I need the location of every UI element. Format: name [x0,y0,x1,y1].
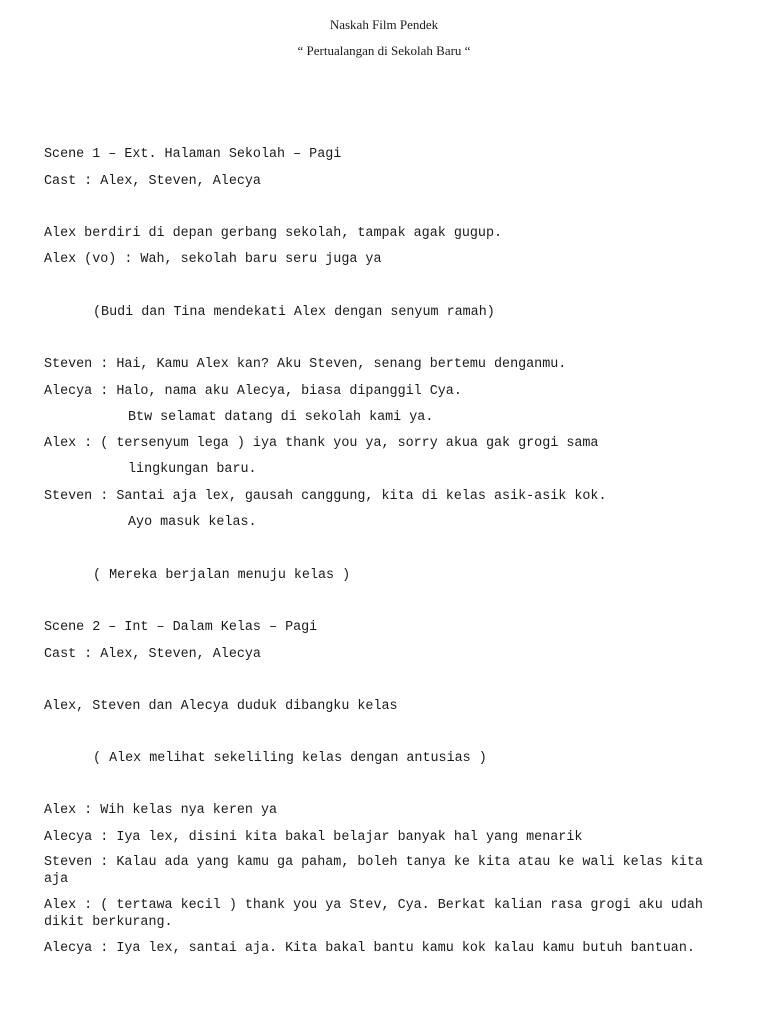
scene-2-heading: Scene 2 – Int – Dalam Kelas – Pagi [44,620,318,635]
scene-2-dialogue-alecya-2: Alecya : Iya lex, santai aja. Kita bakal bantu kamu kok kalau kamu butuh bantuan. [44,941,695,956]
scene-1-action: Alex berdiri di depan gerbang sekolah, tampak agak gugup. [44,226,503,241]
scene-1-parenthetical-2: ( Mereka berjalan menuju kelas ) [93,568,351,583]
scene-1-dialogue-alecya-1-continued: Btw selamat datang di sekolah kami ya. [128,410,434,425]
scene-2-cast: Cast : Alex, Steven, Alecya [44,647,261,662]
scene-1-cast: Cast : Alex, Steven, Alecya [44,174,261,189]
scene-2-action: Alex, Steven dan Alecya duduk dibangku kelas [44,699,398,714]
scene-2-dialogue-steven-1: Steven : Kalau ada yang kamu ga paham, boleh tanya ke kita atau ke wali kelas kita aja [44,855,711,887]
scene-2-dialogue-alex-2: Alex : ( tertawa kecil ) thank you ya Stev, Cya. Berkat kalian rasa grogi aku udah dikit berkurang. [44,898,711,930]
scene-2-dialogue-alecya-1: Alecya : Iya lex, disini kita bakal belajar banyak hal yang menarik [44,830,583,845]
document-subtitle: “ Pertualangan di Sekolah Baru “ [297,43,471,58]
scene-2-dialogue-alex-1: Alex : Wih kelas nya keren ya [44,803,278,818]
scene-2-parenthetical-1: ( Alex melihat sekeliling kelas dengan antusias ) [93,751,487,766]
scene-1-parenthetical-1: (Budi dan Tina mendekati Alex dengan senyum ramah) [93,305,495,320]
document-title: Naskah Film Pendek [329,17,439,32]
scene-1-dialogue-steven-1: Steven : Hai, Kamu Alex kan? Aku Steven, senang bertemu denganmu. [44,357,567,372]
scene-1-dialogue-alex-1: Alex : ( tersenyum lega ) iya thank you ya, sorry akua gak grogi sama [44,436,599,451]
scene-1-dialogue-steven-2-continued: Ayo masuk kelas. [128,515,257,530]
scene-1-voice-over: Alex (vo) : Wah, sekolah baru seru juga ya [44,252,382,267]
scene-1-heading: Scene 1 – Ext. Halaman Sekolah – Pagi [44,147,342,162]
scene-1-dialogue-steven-2: Steven : Santai aja lex, gausah canggung, kita di kelas asik-asik kok. [44,489,607,504]
scene-1-dialogue-alex-1-continued: lingkungan baru. [128,462,257,477]
scene-1-dialogue-alecya-1: Alecya : Halo, nama aku Alecya, biasa dipanggil Cya. [44,384,462,399]
